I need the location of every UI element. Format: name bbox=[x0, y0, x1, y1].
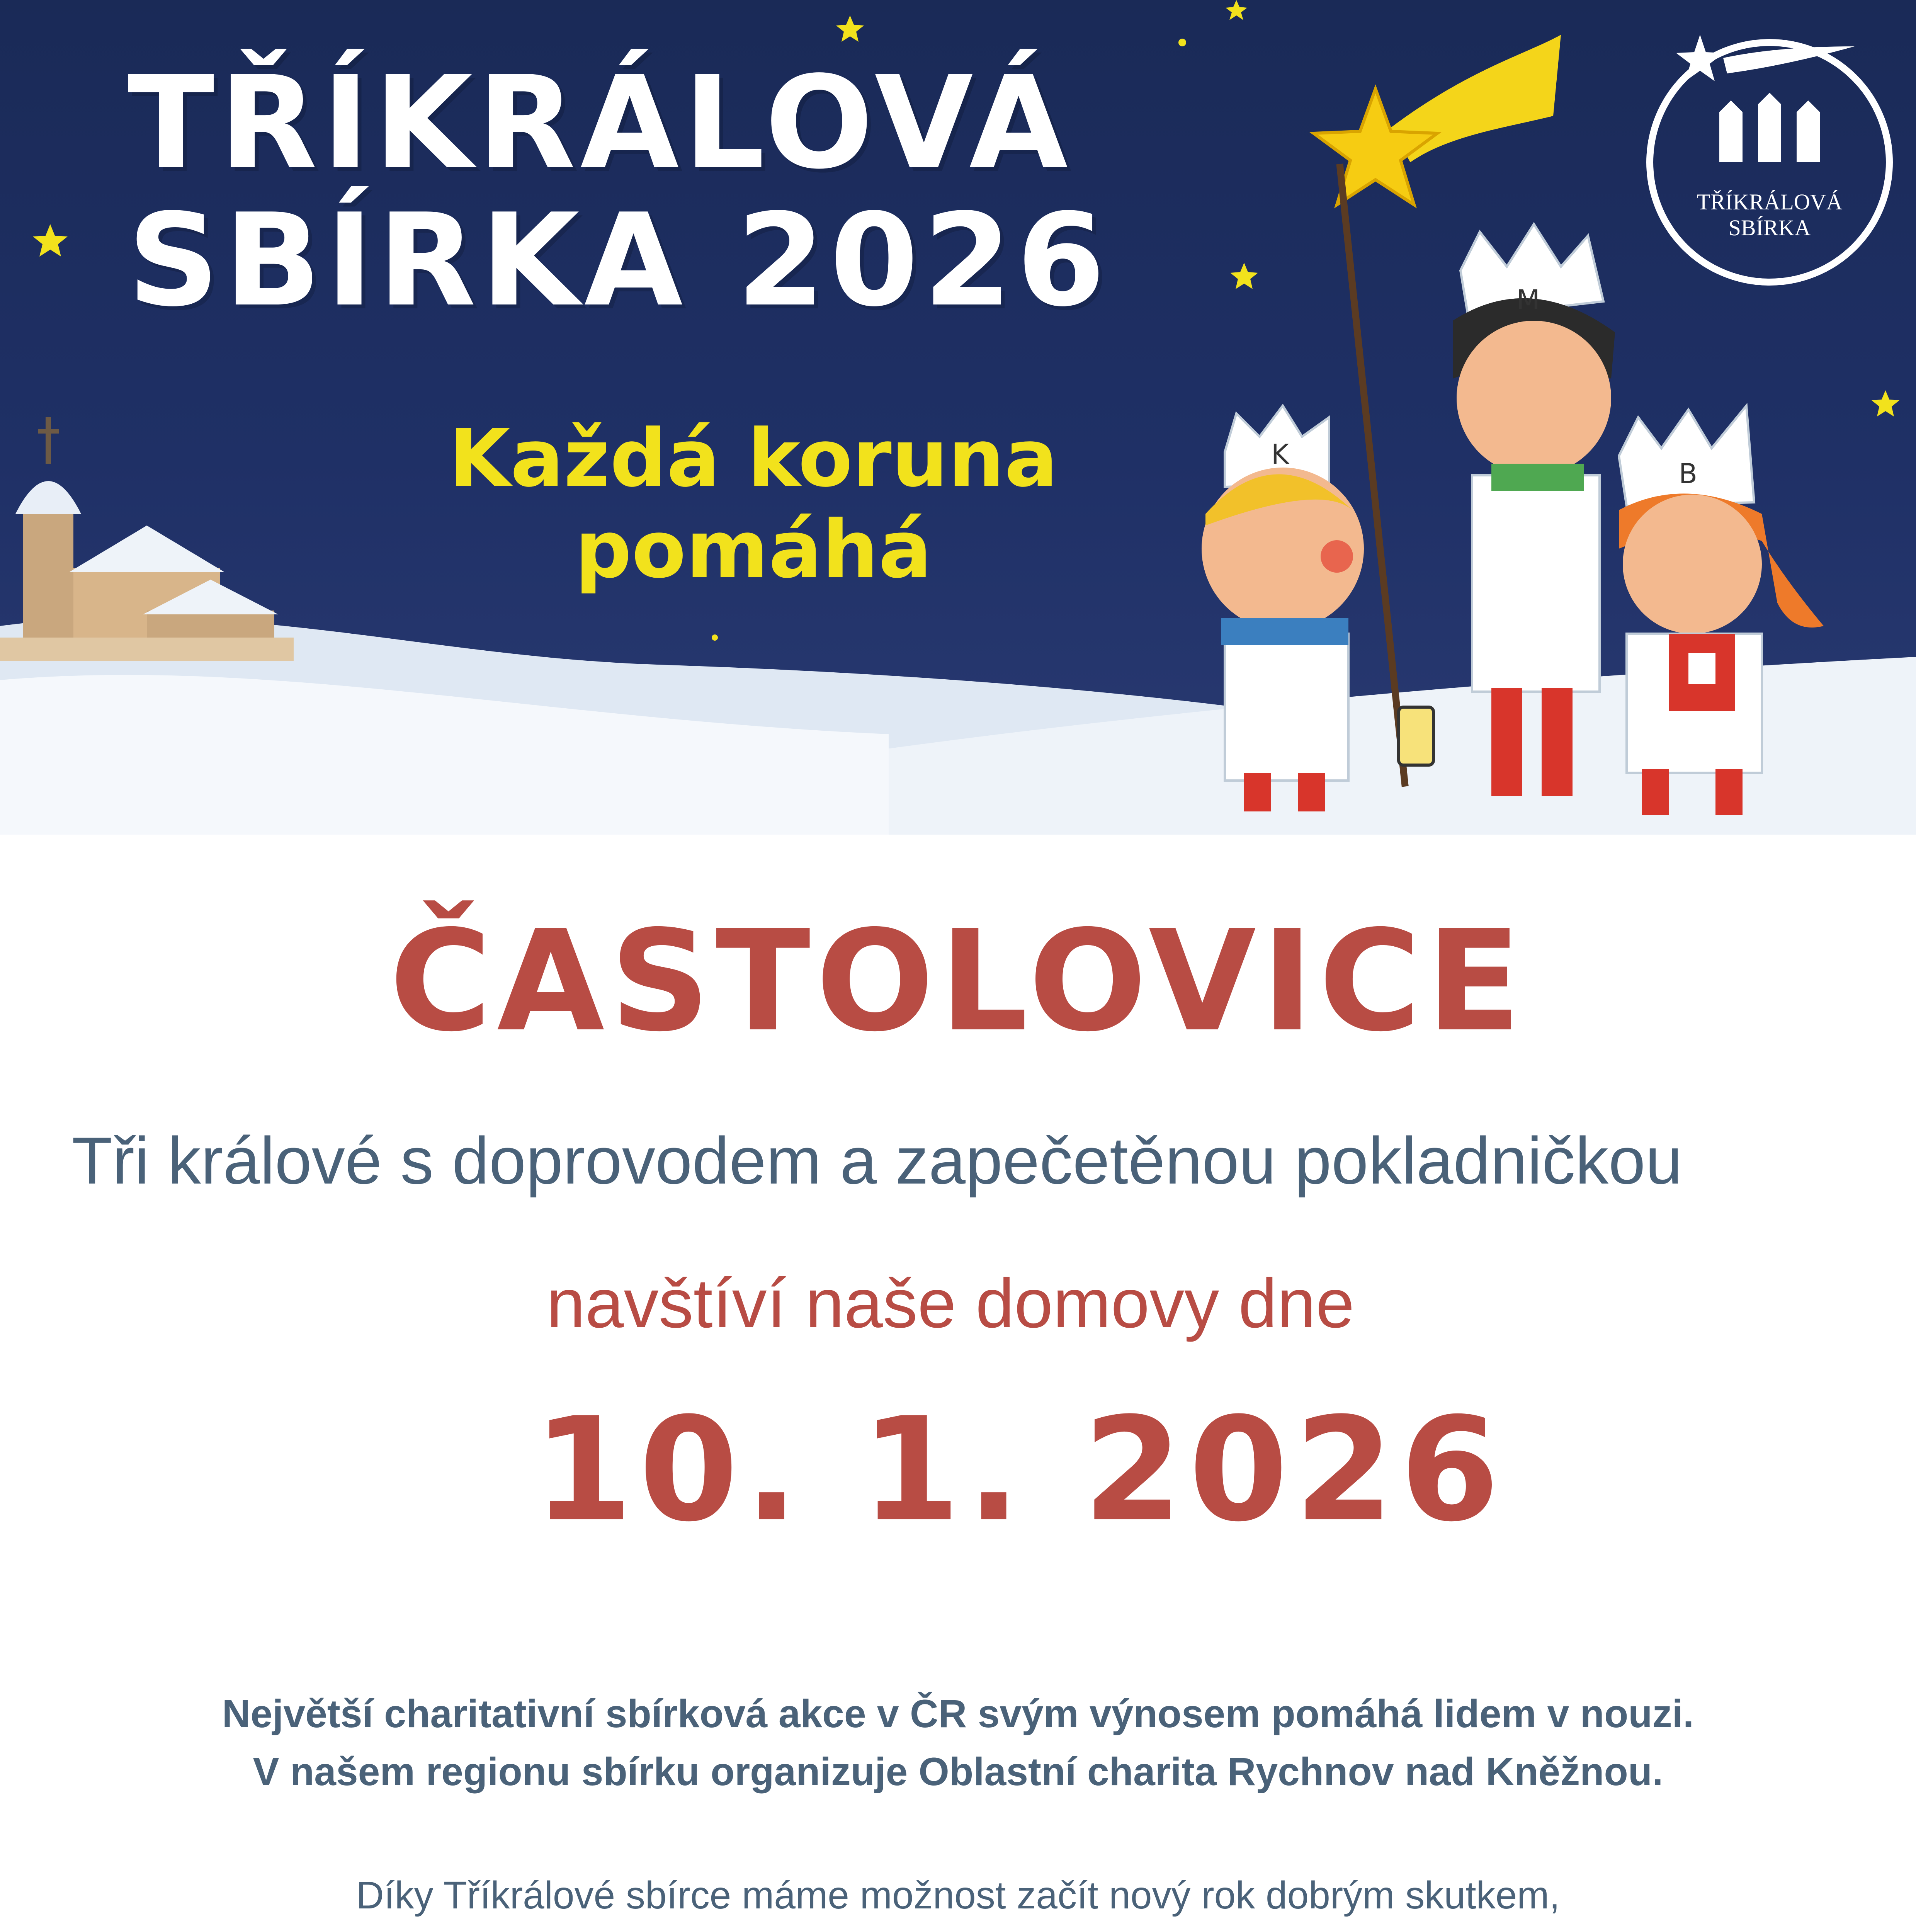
banner-title-line2: SBÍRKA 2026 bbox=[128, 186, 1110, 335]
info-plain-paragraph bbox=[0, 1866, 1916, 1932]
info-bold-paragraph bbox=[0, 1685, 1916, 1801]
header-banner bbox=[0, 0, 1916, 835]
visit-date: 10. 1. 2026 bbox=[533, 1387, 1506, 1553]
info-plain-line2 bbox=[0, 1924, 1916, 1932]
logo-caption-line2: SBÍRKA bbox=[1728, 215, 1811, 240]
three-kings-illustration bbox=[1202, 224, 1824, 815]
church-illustration bbox=[0, 417, 294, 661]
announcement-line2: navštíví naše domovy dne bbox=[546, 1265, 1355, 1342]
info-bold-line2: V našem regionu sbírku organizuje Oblastní charita Rychnov nad Kněžnou. bbox=[253, 1750, 1663, 1794]
info-plain-line1: Díky Tříkrálové sbírce máme možnost začít nový rok dobrým skutkem, bbox=[356, 1874, 1560, 1917]
crown-letter-b: B bbox=[1679, 458, 1698, 490]
crown-letter-m: M bbox=[1516, 284, 1540, 316]
logo-caption bbox=[1661, 189, 1878, 241]
banner-title bbox=[128, 49, 1209, 335]
banner-subtitle-line1: Každá koruna bbox=[449, 413, 1058, 505]
info-bold-line1: Největší charitativní sbírková akce v ČR svým výnosem pomáhá lidem v nouzi. bbox=[222, 1692, 1694, 1736]
crown-letter-k: K bbox=[1271, 439, 1289, 470]
banner-subtitle bbox=[328, 413, 1178, 596]
logo-caption-line1: TŘÍKRÁLOVÁ bbox=[1697, 189, 1843, 214]
trikralova-sbirka-logo bbox=[1650, 35, 1889, 282]
town-name-heading: ČASTOLOVICE bbox=[389, 900, 1527, 1062]
announcement-line1: Tři králové s doprovodem a zapečetěnou pokladničkou bbox=[71, 1124, 1683, 1198]
banner-title-line1: TŘÍKRÁLOVÁ bbox=[128, 49, 1073, 197]
banner-subtitle-line2: pomáhá bbox=[575, 503, 932, 596]
